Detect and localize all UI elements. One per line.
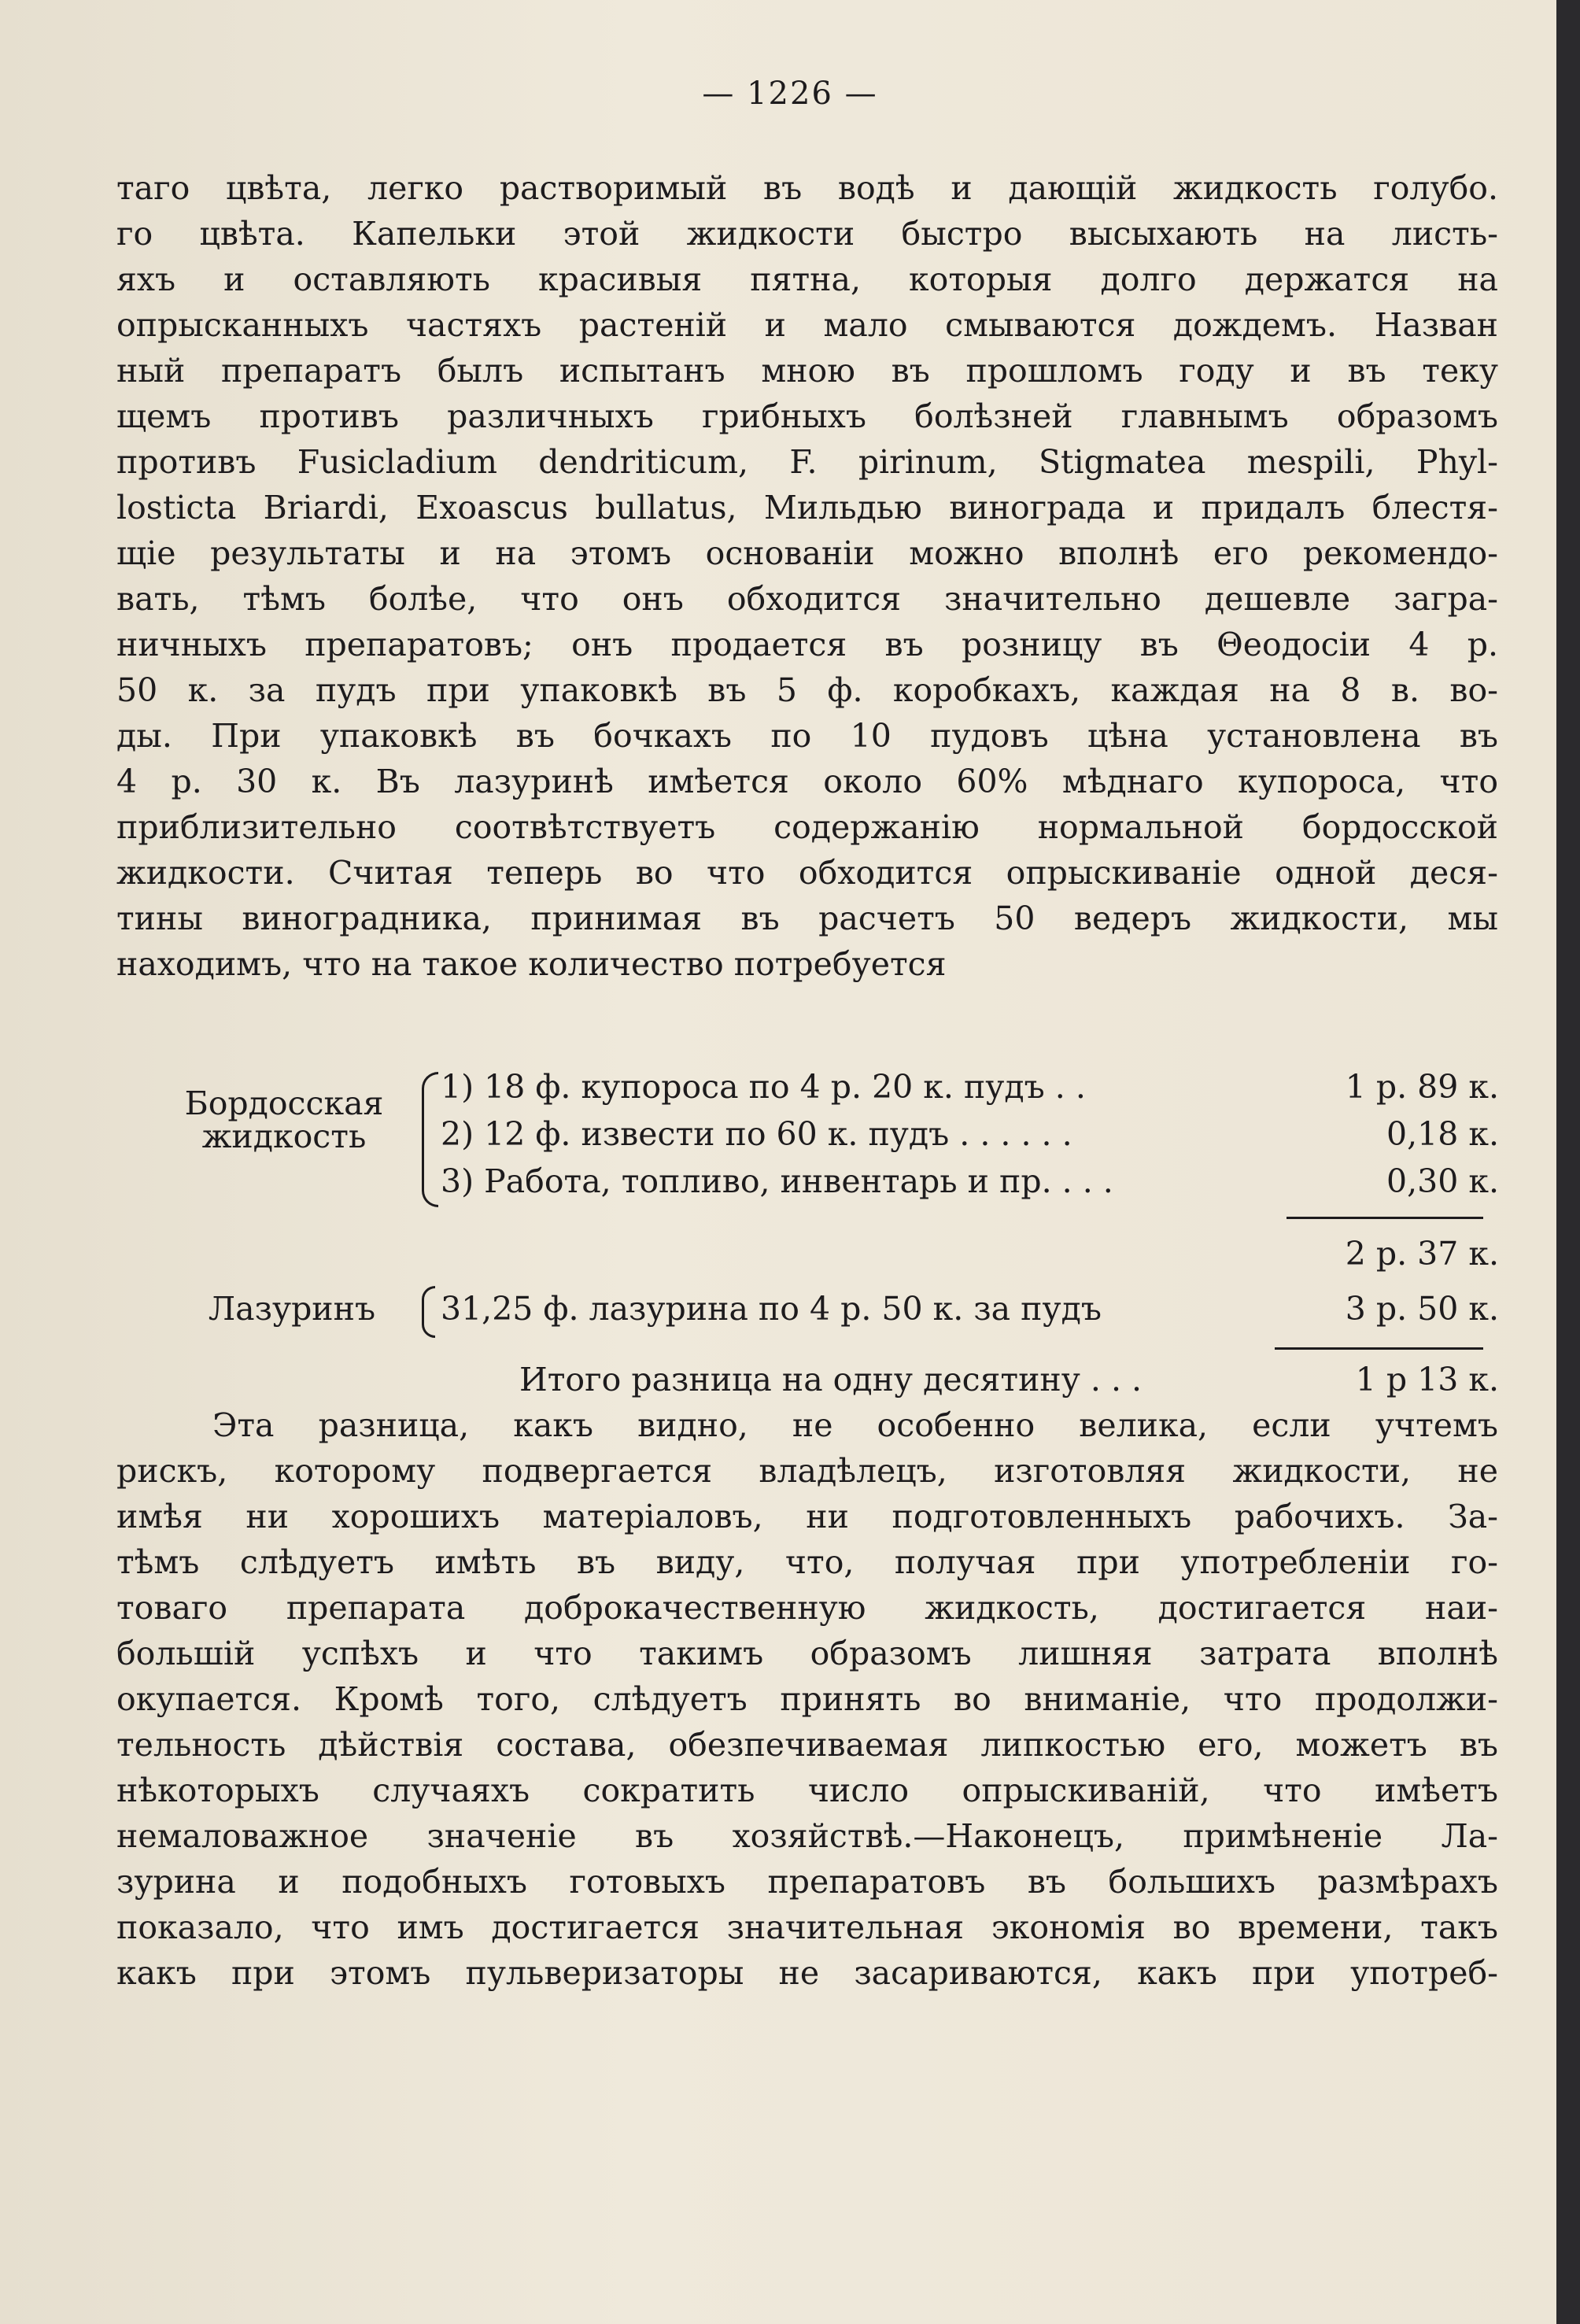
- text-line: вать, тѣмъ болѣе, что онъ обходится значительно дешевле загра-: [116, 580, 1498, 618]
- paragraph-upper: [116, 165, 1498, 987]
- text-line: 50 к. за пудъ при упаковкѣ въ 5 ф. коробкахъ, каждая на 8 в. во-: [116, 671, 1498, 709]
- text-line: имѣя ни хорошихъ матеріаловъ, ни подготовленныхъ рабочихъ. За-: [116, 1498, 1498, 1535]
- paragraph-lower: [116, 1402, 1498, 1996]
- text-line: зурина и подобныхъ готовыхъ препаратовъ въ большихъ размѣрахъ: [116, 1863, 1498, 1901]
- table-row: [441, 1064, 1499, 1110]
- bordeaux-brace: [422, 1072, 438, 1207]
- total-row: [441, 1357, 1499, 1402]
- text-line: находимъ, что на такое количество потребуется: [116, 945, 947, 983]
- row-description: 2) 12 ф. извести по 60 к. пудъ . . . . . .: [441, 1115, 1072, 1153]
- page-number: — 1226 —: [702, 76, 878, 112]
- text-line: таго цвѣта, легко растворимый въ водѣ и дающій жидкость голубо.: [116, 169, 1498, 207]
- text-line: опрысканныхъ частяхъ растеній и мало смываются дождемъ. Назван: [116, 306, 1498, 344]
- lazurin-brace: [422, 1286, 435, 1338]
- text-line: ды. При упаковкѣ въ бочкахъ по 10 пудовъ цѣна установлена въ: [116, 717, 1498, 755]
- lazurin-label: Лазуринъ: [208, 1290, 376, 1328]
- text-line: большій успѣхъ и что такимъ образомъ лишняя затрата вполнѣ: [116, 1635, 1498, 1672]
- text-line: яхъ и оставляють красивыя пятна, которыя долго держатся на: [116, 260, 1498, 298]
- text-line: товаго препарата доброкачественную жидкость, достигается наи-: [116, 1589, 1498, 1627]
- text-line: 4 р. 30 к. Въ лазуринѣ имѣется около 60% мѣднаго купороса, что: [116, 763, 1498, 800]
- text-line: щіе результаты и на этомъ основаніи можно вполнѣ его рекомендо-: [116, 534, 1498, 572]
- text-line: щемъ противъ различныхъ грибныхъ болѣзней главнымъ образомъ: [116, 397, 1498, 435]
- row-description: 3) Работа, топливо, инвентарь и пр. . . .: [441, 1162, 1113, 1200]
- total-rule: [1275, 1347, 1483, 1350]
- row-amount: 3 р. 50 к.: [1345, 1290, 1499, 1328]
- table-row: [441, 1158, 1499, 1204]
- text-line: немаловажное значеніе въ хозяйствѣ.—Наконецъ, примѣненіе Ла-: [116, 1817, 1498, 1855]
- text-line: го цвѣта. Капельки этой жидкости быстро высыхають на листь-: [116, 215, 1498, 253]
- text-line: losticta Briardi, Exoascus bullatus, Мильдью винограда и придалъ блестя-: [116, 489, 1498, 527]
- row-amount: 1 р. 89 к.: [1345, 1068, 1499, 1106]
- text-line: тѣмъ слѣдуетъ имѣть въ виду, что, получая при употребленіи го-: [116, 1543, 1498, 1581]
- bordeaux-label-line2: жидкость: [201, 1118, 367, 1155]
- row-amount: 0,30 к.: [1386, 1162, 1499, 1200]
- text-line: ный препаратъ былъ испытанъ мною въ прошломъ году и въ теку: [116, 352, 1498, 390]
- text-line: нѣкоторыхъ случаяхъ сократить число опрыскиваній, что имѣетъ: [116, 1772, 1498, 1809]
- total-amount: 1 р 13 к.: [1355, 1361, 1499, 1398]
- subtotal-rule: [1287, 1217, 1483, 1219]
- row-description: 31,25 ф. лазурина по 4 р. 50 к. за пудъ: [441, 1290, 1102, 1328]
- text-line: приблизительно соотвѣтствуетъ содержанію нормальной бордосской: [116, 808, 1498, 846]
- row-description: 1) 18 ф. купороса по 4 р. 20 к. пудъ . .: [441, 1068, 1086, 1106]
- text-line: противъ Fusicladium dendriticum, F. pirinum, Stigmatea mespili, Phyl-: [116, 443, 1498, 481]
- bordeaux-label-line1: Бордосская: [184, 1084, 384, 1122]
- text-line: показало, что имъ достигается значительная экономія во времени, такъ: [116, 1908, 1498, 1946]
- text-line: тельность дѣйствія состава, обезпечиваемая липкостью его, можетъ въ: [116, 1726, 1498, 1764]
- text-line: жидкости. Считая теперь во что обходится опрыскиваніе одной деся-: [116, 854, 1498, 892]
- text-line: рискъ, которому подвергается владѣлецъ, изготовляя жидкости, не: [116, 1452, 1498, 1490]
- subtotal-amount: 2 р. 37 к.: [1345, 1235, 1499, 1273]
- text-line: ничныхъ препаратовъ; онъ продается въ розницу въ Θеодосіи 4 р.: [116, 626, 1498, 663]
- row-amount: 0,18 к.: [1386, 1115, 1499, 1153]
- text-line: тины виноградника, принимая въ расчетъ 50 ведеръ жидкости, мы: [116, 900, 1498, 937]
- text-line: какъ при этомъ пульверизаторы не засариваются, какъ при употреб-: [116, 1954, 1498, 1992]
- table-row: [441, 1111, 1499, 1157]
- total-description: Итого разница на одну десятину . . .: [519, 1361, 1143, 1398]
- table-row: [441, 1286, 1499, 1332]
- text-line: Эта разница, какъ видно, не особенно велика, если учтемъ: [212, 1406, 1498, 1444]
- text-line: окупается. Кромѣ того, слѣдуетъ принять во вниманіе, что продолжи-: [116, 1680, 1498, 1718]
- book-spine-edge: [1556, 0, 1580, 2324]
